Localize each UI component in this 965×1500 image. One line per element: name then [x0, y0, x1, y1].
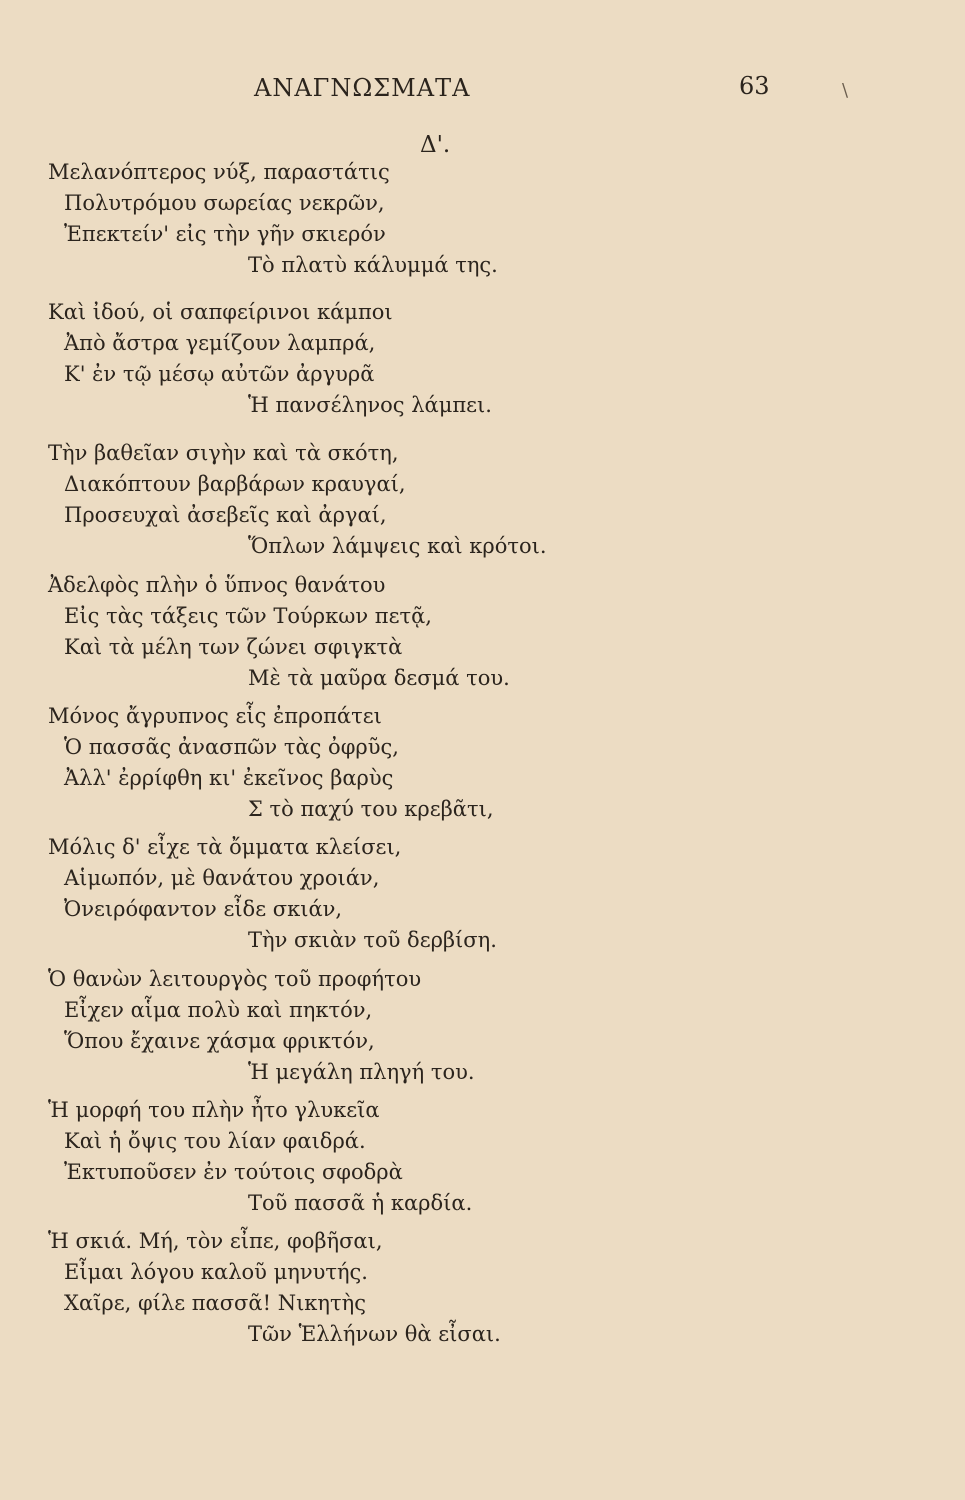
poem-line: Καὶ τὰ μέλη των ζώνει σφιγκτὰ — [64, 635, 403, 659]
poem-line: Τὴν σκιὰν τοῦ δερβίση. — [248, 928, 497, 952]
poem-line: Σ τὸ παχύ του κρεβᾶτι, — [248, 797, 494, 821]
poem-line: Ὅπλων λάμψεις καὶ κρότοι. — [248, 534, 547, 558]
poem-line: Καὶ ἰδού, οἱ σαπφείρινοι κάμποι — [48, 300, 393, 324]
poem-line: Πολυτρόμου σωρείας νεκρῶν, — [64, 191, 385, 215]
poem-line: Εἶμαι λόγου καλοῦ μηνυτής. — [64, 1260, 368, 1284]
margin-mark: \ — [842, 80, 849, 101]
poem-line: Διακόπτουν βαρβάρων κραυγαί, — [64, 472, 406, 496]
poem-line: Χαῖρε, φίλε πασσᾶ! Νικητὴς — [64, 1291, 366, 1315]
poem-line: Ἀπὸ ἄστρα γεμίζουν λαμπρά, — [64, 331, 376, 355]
poem-line: Μόλις δ' εἶχε τὰ ὄμματα κλείσει, — [48, 835, 402, 859]
poem-line: Καὶ ἡ ὄψις του λίαν φαιδρά. — [64, 1129, 366, 1153]
poem-line: Ἐπεκτείν' εἰς τὴν γῆν σκιερόν — [64, 222, 386, 246]
poem-line: Μόνος ἄγρυπνος εἷς ἐπροπάτει — [48, 704, 382, 728]
poem-line: Τὴν βαθεῖαν σιγὴν καὶ τὰ σκότη, — [48, 441, 399, 465]
poem-line: Ἐκτυποῦσεν ἐν τούτοις σφοδρὰ — [64, 1160, 403, 1184]
poem-line: Εἶχεν αἷμα πολὺ καὶ πηκτόν, — [64, 998, 373, 1022]
poem-line: Ἡ πανσέληνος λάμπει. — [248, 393, 492, 417]
poem-line: Ἀδελφὸς πλὴν ὁ ὕπνος θανάτου — [48, 573, 386, 597]
poem-line: Τῶν Ἑλλήνων θὰ εἶσαι. — [248, 1322, 501, 1346]
section-heading: Δ'. — [420, 132, 451, 158]
poem-line: Ἡ σκιά. Μή, τὸν εἶπε, φοβῆσαι, — [48, 1229, 383, 1253]
poem-line: Τὸ πλατὺ κάλυμμά της. — [248, 253, 498, 277]
page-number: 63 — [739, 72, 770, 100]
poem-line: Τοῦ πασσᾶ ἡ καρδία. — [248, 1191, 473, 1215]
poem-line: Μὲ τὰ μαῦρα δεσμά του. — [248, 666, 510, 690]
running-title: ΑΝΑΓΝΩΣΜΑΤΑ — [254, 74, 471, 102]
poem-line: Ἡ μορφή του πλὴν ἦτο γλυκεῖα — [48, 1098, 380, 1122]
poem-line: Ἀλλ' ἐρρίφθη κι' ἐκεῖνος βαρὺς — [64, 766, 394, 790]
poem-line: Ὀνειρόφαντον εἶδε σκιάν, — [64, 897, 343, 921]
poem-line: Μελανόπτερος νύξ, παραστάτις — [48, 160, 390, 184]
poem-line: Ὅπου ἔχαινε χάσμα φρικτόν, — [64, 1029, 375, 1053]
poem-line: Εἰς τὰς τάξεις τῶν Τούρκων πετᾷ, — [64, 604, 432, 628]
poem-line: Ὁ πασσᾶς ἀνασπῶν τὰς ὀφρῦς, — [64, 735, 399, 759]
poem-line: Κ' ἐν τῷ μέσῳ αὐτῶν ἀργυρᾶ — [64, 362, 375, 386]
poem-line: Ἡ μεγάλη πληγή του. — [248, 1060, 475, 1084]
poem-line: Αἱμωπόν, μὲ θανάτου χροιάν, — [64, 866, 380, 890]
poem-line: Προσευχαὶ ἀσεβεῖς καὶ ἀργαί, — [64, 503, 387, 527]
poem-line: Ὁ θανὼν λειτουργὸς τοῦ προφήτου — [48, 967, 422, 991]
